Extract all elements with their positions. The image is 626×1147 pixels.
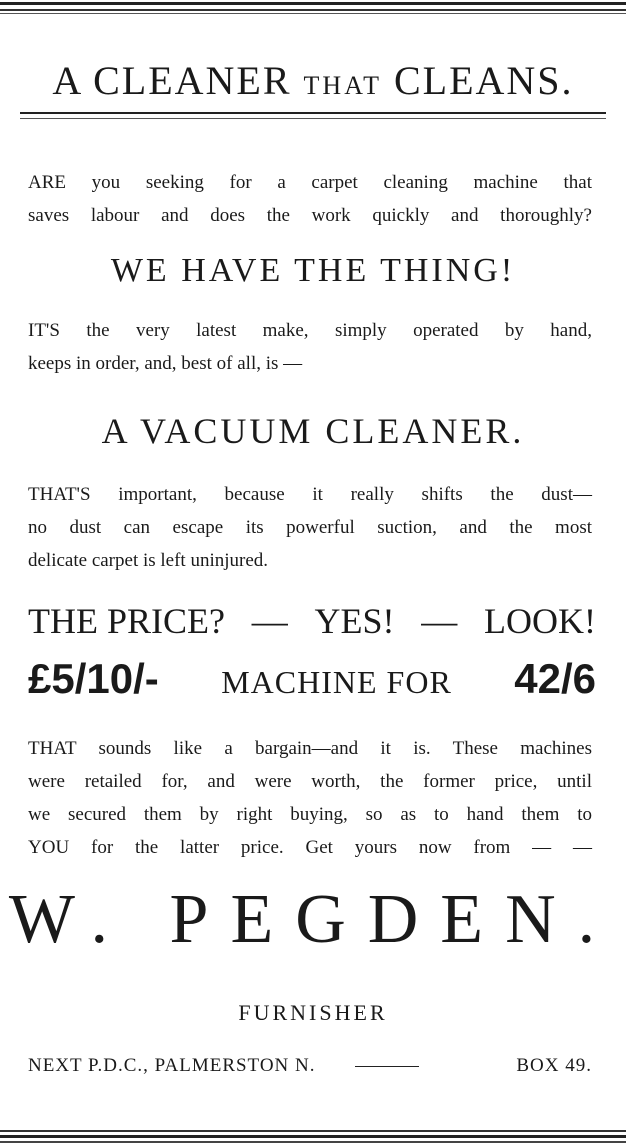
- paragraph-line: we secured them by right buying, so as to hand them to: [28, 804, 592, 825]
- bottom-border-rule: [0, 1135, 626, 1138]
- price-heading-part: LOOK!: [483, 601, 596, 641]
- paragraph-line: THAT sounds like a bargain—and it is. These machines: [28, 738, 592, 759]
- merchant-name: W. PEGDEN.: [8, 881, 618, 958]
- price-heading-part: YES!: [314, 601, 395, 641]
- top-border-rule: [0, 9, 626, 11]
- paragraph-line: ARE you seeking for a carpet cleaning machine that: [28, 172, 592, 193]
- headline-part3: CLEANS.: [393, 58, 574, 103]
- price-heading: [28, 600, 596, 642]
- paragraph-line: keeps in order, and, best of all, is —: [28, 353, 303, 374]
- suction-paragraph: [28, 478, 592, 577]
- box-number: BOX 49.: [516, 1055, 592, 1076]
- paragraph-line: no dust can escape its powerful suction, and the most: [28, 517, 592, 538]
- headline-part2: THAT: [303, 71, 382, 100]
- separator-dash: [355, 1066, 419, 1067]
- price-heading-part: THE PRICE?: [28, 601, 225, 641]
- intro-paragraph: [28, 166, 592, 232]
- bargain-paragraph: [28, 732, 592, 864]
- ad-headline: [0, 58, 626, 109]
- top-border-rule: [0, 2, 626, 5]
- paragraph-line: saves labour and does the work quickly and thoroughly?: [28, 205, 592, 226]
- address: NEXT P.D.C., PALMERSTON N.: [28, 1055, 316, 1076]
- address-line: [28, 1055, 592, 1077]
- new-price: 42/6: [514, 655, 596, 702]
- paragraph-line: THAT'S important, because it really shifts the dust—: [28, 484, 592, 505]
- headline-part1: A CLEANER: [52, 58, 292, 103]
- price-heading-part: —: [421, 601, 458, 641]
- paragraph-line: delicate carpet is left uninjured.: [28, 550, 269, 571]
- offer-text: MACHINE FOR: [221, 664, 452, 700]
- top-border-rule: [0, 13, 626, 14]
- headline-underline: [20, 112, 606, 114]
- price-heading-part: —: [251, 601, 288, 641]
- paragraph-line: were retailed for, and were worth, the former price, until: [28, 771, 592, 792]
- heading-vacuum-cleaner: A VACUUM CLEANER.: [101, 411, 525, 451]
- heading-we-have-the-thing: WE HAVE THE THING!: [110, 252, 516, 289]
- paragraph-line: IT'S the very latest make, simply operated by hand,: [28, 320, 592, 341]
- bottom-border-rule: [0, 1141, 626, 1143]
- features-paragraph: [28, 314, 592, 380]
- bottom-border-rule: [0, 1130, 626, 1132]
- merchant-trade: FURNISHER: [238, 1000, 388, 1025]
- paragraph-line: YOU for the latter price. Get yours now from — —: [28, 837, 592, 858]
- old-price: £5/10/-: [28, 655, 159, 702]
- headline-underline: [20, 118, 606, 119]
- offer-line: [28, 655, 596, 703]
